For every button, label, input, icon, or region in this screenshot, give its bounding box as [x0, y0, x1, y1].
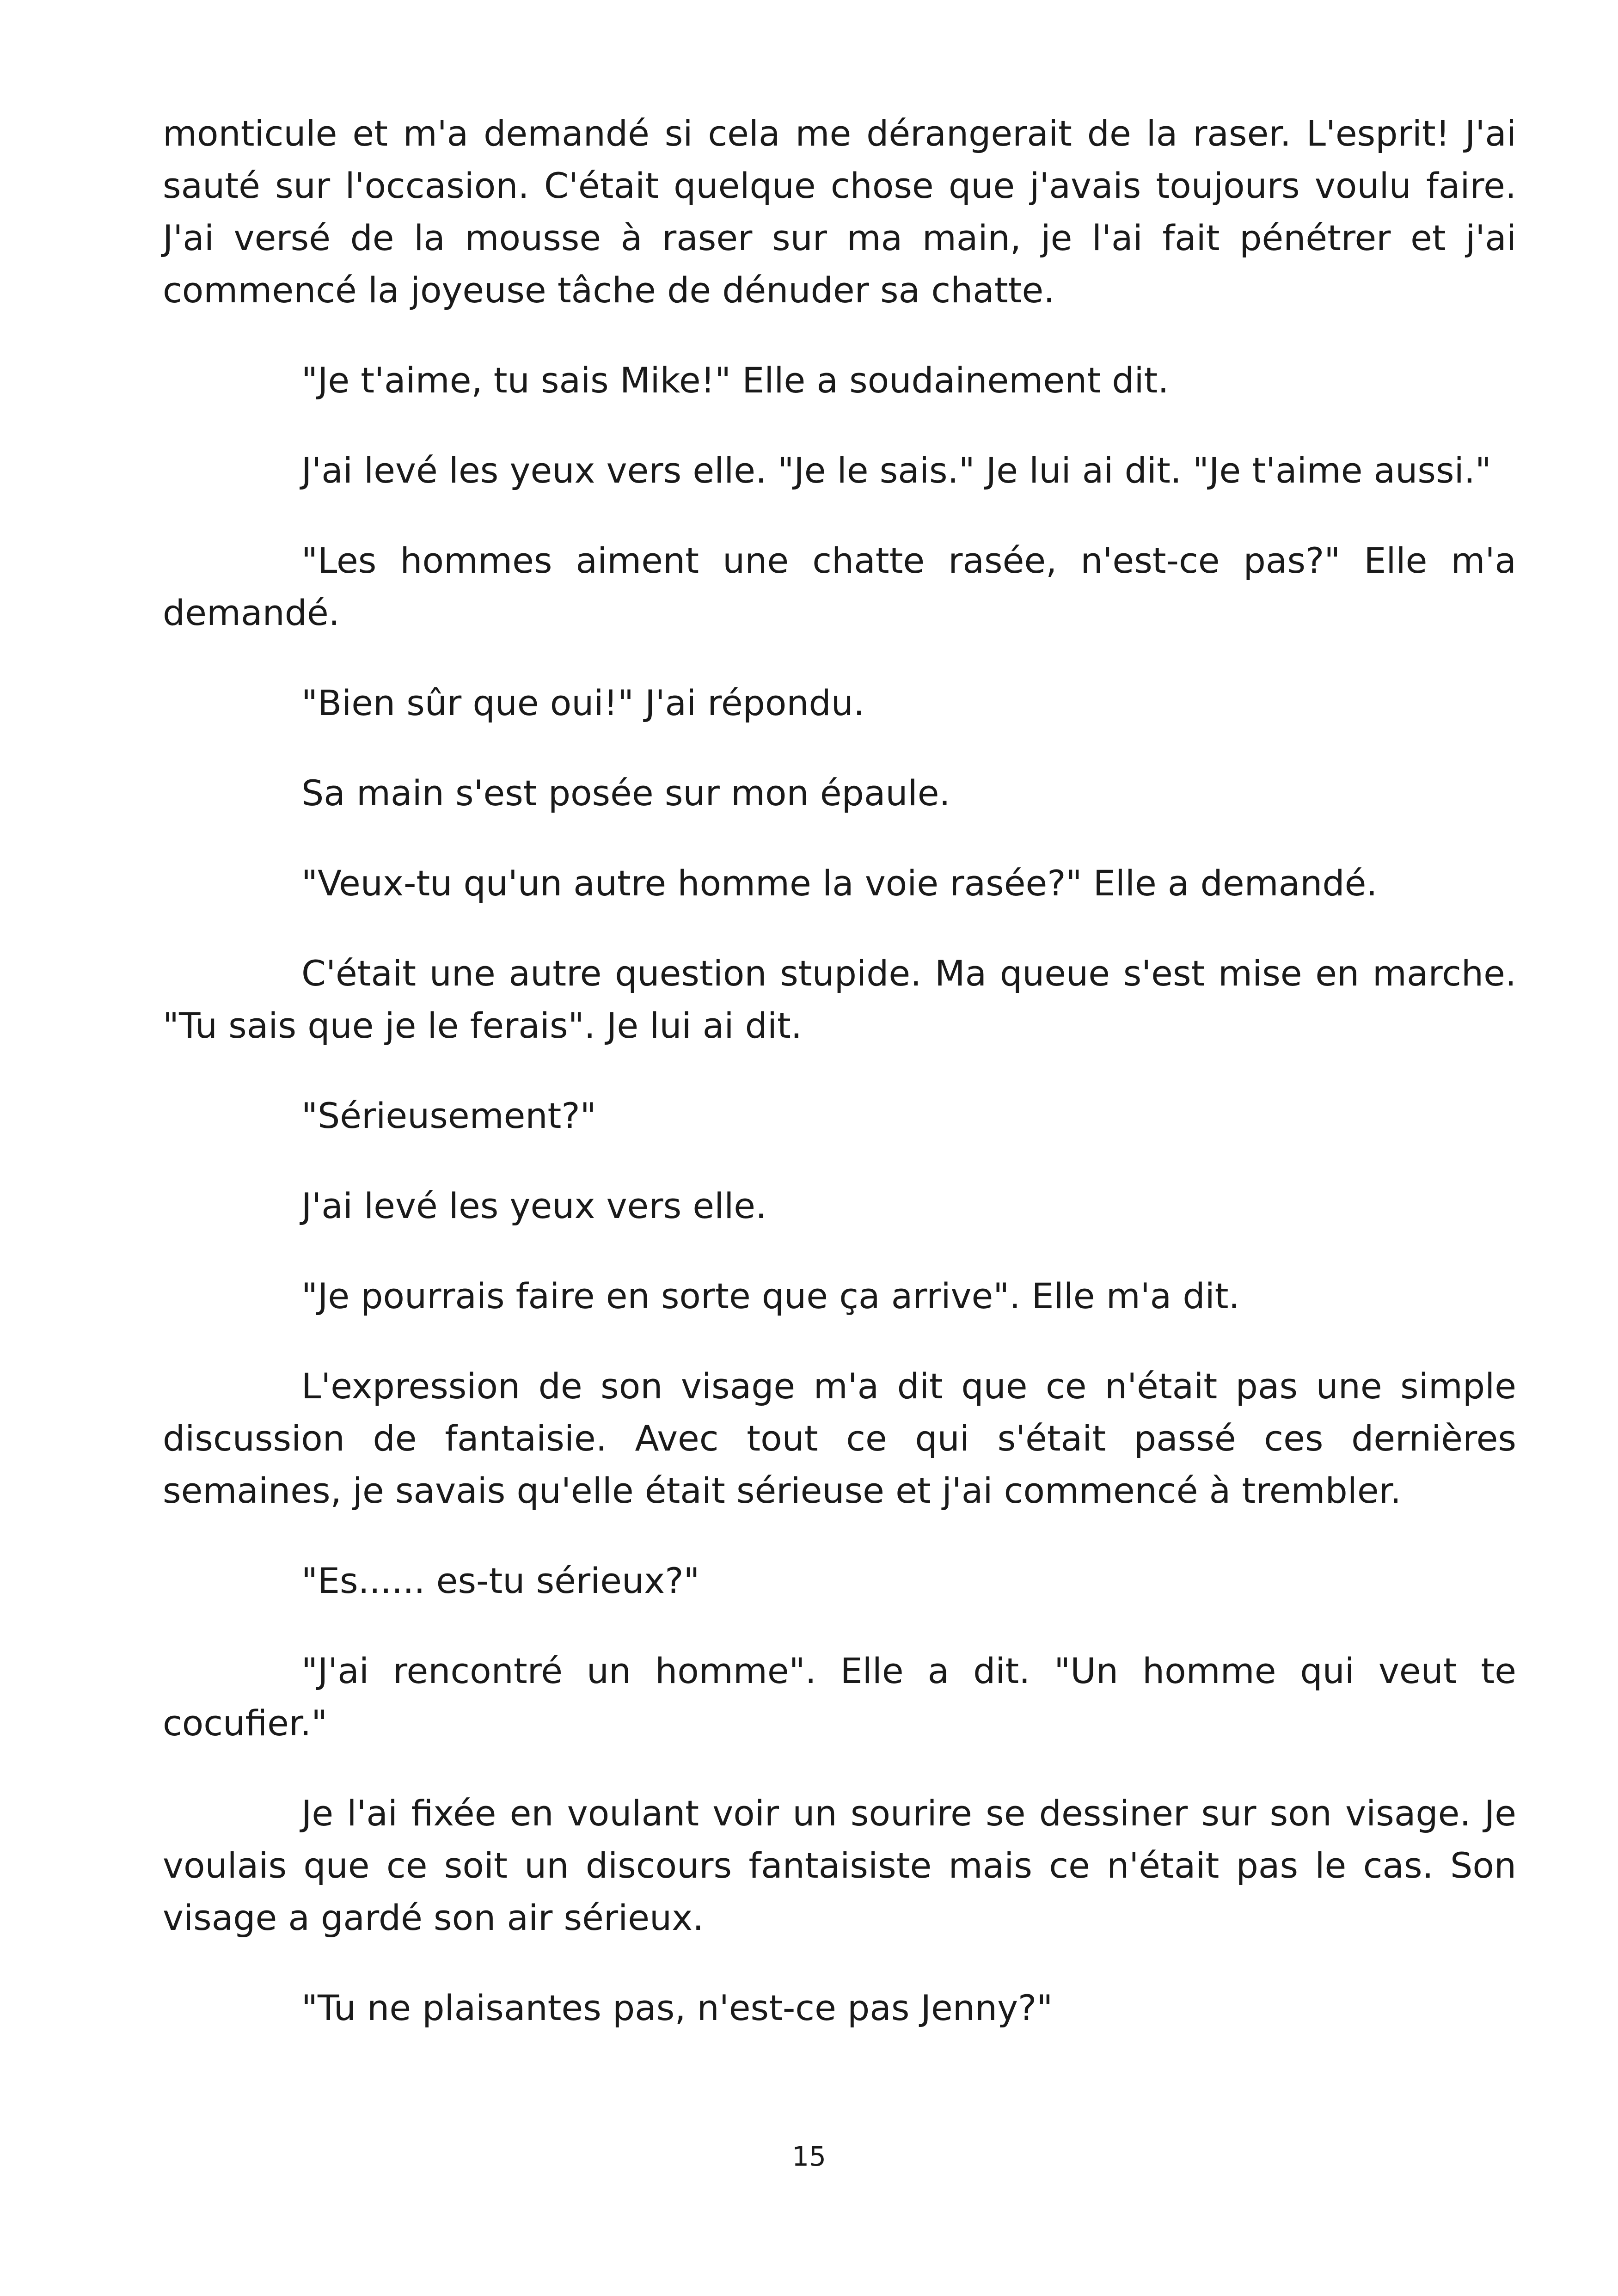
paragraph: "Es...... es-tu sérieux?" [301, 1560, 700, 1601]
paragraph: J'ai levé les yeux vers elle. [301, 1185, 767, 1226]
paragraph: Sa main s'est posée sur mon épaule. [301, 772, 950, 814]
document-body [163, 107, 1516, 2072]
paragraph: "Tu ne plaisantes pas, n'est-ce pas Jenny?" [301, 1987, 1053, 2028]
paragraph: C'était une autre question stupide. Ma queue s'est mise en marche. "Tu sais que je le ferais". Je lui ai dit. [163, 953, 1516, 1046]
paragraph: J'ai levé les yeux vers elle. "Je le sais." Je lui ai dit. "Je t'aime aussi." [301, 450, 1491, 491]
paragraph: "Sérieusement?" [301, 1095, 596, 1136]
paragraph: "Je t'aime, tu sais Mike!" Elle a soudainement dit. [301, 360, 1169, 401]
paragraph: "Je pourrais faire en sorte que ça arrive". Elle m'a dit. [301, 1275, 1240, 1316]
paragraph: monticule et m'a demandé si cela me dérangerait de la raser. L'esprit! J'ai sauté sur l'occasion. C'était quelque chose que j'avais toujours voulu faire. J'ai versé de la mousse à raser sur ma main, je l'ai fait pénétrer et j'ai commencé la joyeuse tâche de dénuder sa chatte. [163, 113, 1516, 311]
paragraph: Je l'ai fixée en voulant voir un sourire se dessiner sur son visage. Je voulais que ce soit un discours fantaisiste mais ce n'était pas le cas. Son visage a gardé son air sérieux. [163, 1793, 1516, 1938]
paragraph: L'expression de son visage m'a dit que ce n'était pas une simple discussion de fantaisie. Avec tout ce qui s'était passé ces dernières semaines, je savais qu'elle était sérieuse et j'ai commencé à trembler. [163, 1365, 1516, 1511]
page-number: 15 [792, 2141, 826, 2172]
paragraph: "Les hommes aiment une chatte rasée, n'est-ce pas?" Elle m'a demandé. [163, 540, 1516, 633]
paragraph: "Veux-tu qu'un autre homme la voie rasée?" Elle a demandé. [301, 863, 1378, 904]
paragraph: "Bien sûr que oui!" J'ai répondu. [301, 682, 865, 723]
paragraph: "J'ai rencontré un homme". Elle a dit. "Un homme qui veut te cocufier." [163, 1650, 1516, 1744]
